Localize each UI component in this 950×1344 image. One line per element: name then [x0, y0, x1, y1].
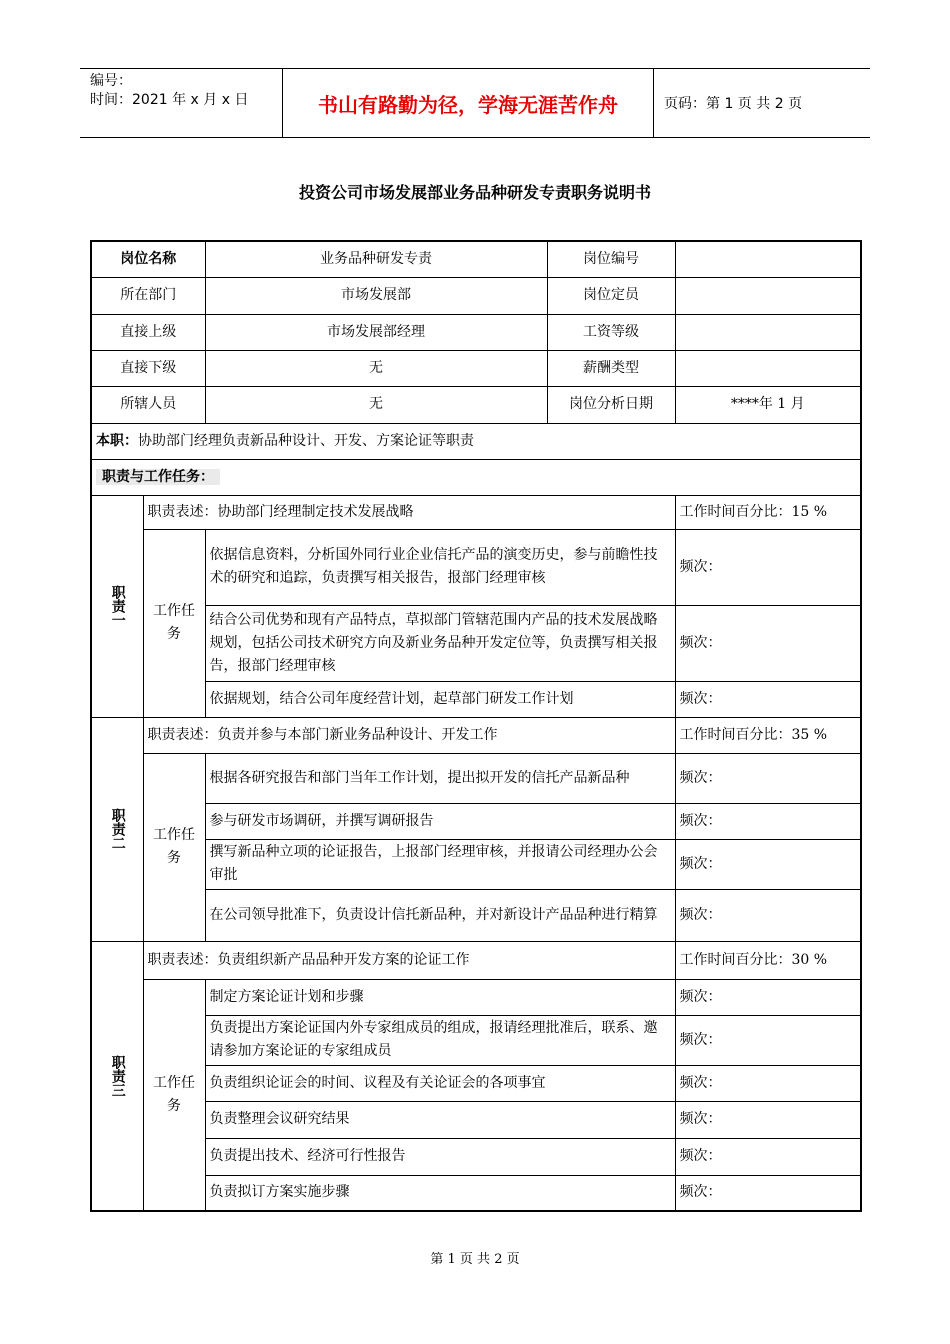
task-frequency: 频次： [675, 605, 861, 681]
task-frequency: 频次： [675, 979, 861, 1015]
info-row [91, 241, 861, 277]
duty-label: 职责三 [91, 941, 143, 1211]
task-frequency: 频次： [675, 681, 861, 717]
task-text: 负责整理会议研究结果 [205, 1101, 675, 1138]
duty-time-percent: 工作时间百分比：30 % [675, 941, 861, 979]
task-row [91, 889, 861, 941]
task-text: 负责拟订方案实施步骤 [205, 1175, 675, 1211]
info-row [91, 314, 861, 350]
duty-statement: 职责表述：协助部门经理制定技术发展战略 [143, 495, 675, 529]
position-code-value [675, 241, 861, 277]
duties-header: 职责与工作任务： [96, 469, 220, 485]
doc-time-label: 时间：2021 年 x 月 x 日 [90, 92, 249, 108]
task-label: 工作任务 [143, 753, 205, 941]
page-footer: 第 1 页 共 2 页 [430, 1252, 520, 1267]
task-row [91, 803, 861, 839]
task-row [91, 1015, 861, 1065]
task-row [91, 529, 861, 605]
task-frequency: 频次： [675, 529, 861, 605]
task-frequency: 频次： [675, 803, 861, 839]
core-label: 本职： [96, 432, 138, 449]
header-page-info: 页码：第 1 页 共 2 页 [664, 96, 803, 112]
task-text: 撰写新品种立项的论证报告，上报部门经理审核，并报请公司经理办公会审批 [205, 839, 675, 889]
task-text: 参与研发市场调研，并撰写调研报告 [205, 803, 675, 839]
task-row [91, 681, 861, 717]
header-meta [80, 69, 280, 137]
job-description-table [90, 240, 862, 1212]
position-code-label: 岗位编号 [547, 241, 675, 277]
task-text: 制定方案论证计划和步骤 [205, 979, 675, 1015]
duty-statement-row [91, 941, 861, 979]
headcount-label: 岗位定员 [547, 277, 675, 314]
task-text: 根据各研究报告和部门当年工作计划，提出拟开发的信托产品新品种 [205, 753, 675, 803]
task-text: 负责组织论证会的时间、议程及有关论证会的各项事宜 [205, 1065, 675, 1101]
department-value: 市场发展部 [205, 277, 547, 314]
task-row [91, 753, 861, 803]
task-frequency: 频次： [675, 1101, 861, 1138]
duties-header-cell [91, 459, 861, 495]
duty-time-percent: 工作时间百分比：35 % [675, 717, 861, 753]
duty-statement: 职责表述：负责组织新产品品种开发方案的论证工作 [143, 941, 675, 979]
task-label: 工作任务 [143, 979, 205, 1211]
task-text: 负责提出技术、经济可行性报告 [205, 1138, 675, 1175]
header-slogan: 书山有路勤为径，学海无涯苦作舟 [282, 69, 654, 137]
department-label: 所在部门 [91, 277, 205, 314]
pay-type-value [675, 350, 861, 386]
task-frequency: 频次： [675, 1175, 861, 1211]
info-row [91, 277, 861, 314]
duty-statement-row [91, 717, 861, 753]
staff-value: 无 [205, 386, 547, 423]
analysis-date-value: ****年 1 月 [675, 386, 861, 423]
duty-statement: 职责表述：负责并参与本部门新业务品种设计、开发工作 [143, 717, 675, 753]
doc-number-label: 编号： [90, 73, 132, 89]
task-row [91, 979, 861, 1015]
task-row [91, 1101, 861, 1138]
task-frequency: 频次： [675, 753, 861, 803]
task-frequency: 频次： [675, 1015, 861, 1065]
task-frequency: 频次： [675, 889, 861, 941]
task-row [91, 1065, 861, 1101]
superior-value: 市场发展部经理 [205, 314, 547, 350]
document-title: 投资公司市场发展部业务品种研发专责职务说明书 [298, 183, 651, 202]
duties-header-row [91, 459, 861, 495]
task-text: 依据规划，结合公司年度经营计划，起草部门研发工作计划 [205, 681, 675, 717]
task-text: 负责提出方案论证国内外专家组成员的组成，报请经理批准后，联系、邀请参加方案论证的专家组成员 [205, 1015, 675, 1065]
subordinate-value: 无 [205, 350, 547, 386]
position-name-label: 岗位名称 [91, 241, 205, 277]
duty-label: 职责二 [91, 717, 143, 941]
analysis-date-label: 岗位分析日期 [547, 386, 675, 423]
duty-statement-row [91, 495, 861, 529]
core-row [91, 423, 861, 459]
task-frequency: 频次： [675, 839, 861, 889]
task-row [91, 839, 861, 889]
core-responsibility [91, 423, 861, 459]
task-text: 在公司领导批准下，负责设计信托新品种，并对新设计产品品种进行精算 [205, 889, 675, 941]
pay-type-label: 薪酬类型 [547, 350, 675, 386]
task-label: 工作任务 [143, 529, 205, 717]
page-header [80, 68, 870, 138]
position-name-value: 业务品种研发专责 [205, 241, 547, 277]
duty-label: 职责一 [91, 495, 143, 717]
task-row [91, 1138, 861, 1175]
staff-label: 所辖人员 [91, 386, 205, 423]
info-row [91, 386, 861, 423]
core-text: 协助部门经理负责新品种设计、开发、方案论证等职责 [138, 432, 474, 449]
task-row [91, 605, 861, 681]
task-text: 结合公司优势和现有产品特点，草拟部门管辖范围内产品的技术发展战略规划，包括公司技术研究方向及新业务品种开发定位等，负责撰写相关报告，报部门经理审核 [205, 605, 675, 681]
task-row [91, 1175, 861, 1211]
duty-time-percent: 工作时间百分比：15 % [675, 495, 861, 529]
task-frequency: 频次： [675, 1138, 861, 1175]
subordinate-label: 直接下级 [91, 350, 205, 386]
salary-grade-label: 工资等级 [547, 314, 675, 350]
superior-label: 直接上级 [91, 314, 205, 350]
task-text: 依据信息资料，分析国外同行业企业信托产品的演变历史，参与前瞻性技术的研究和追踪，负责撰写相关报告，报部门经理审核 [205, 529, 675, 605]
task-frequency: 频次： [675, 1065, 861, 1101]
headcount-value [675, 277, 861, 314]
info-row [91, 350, 861, 386]
salary-grade-value [675, 314, 861, 350]
